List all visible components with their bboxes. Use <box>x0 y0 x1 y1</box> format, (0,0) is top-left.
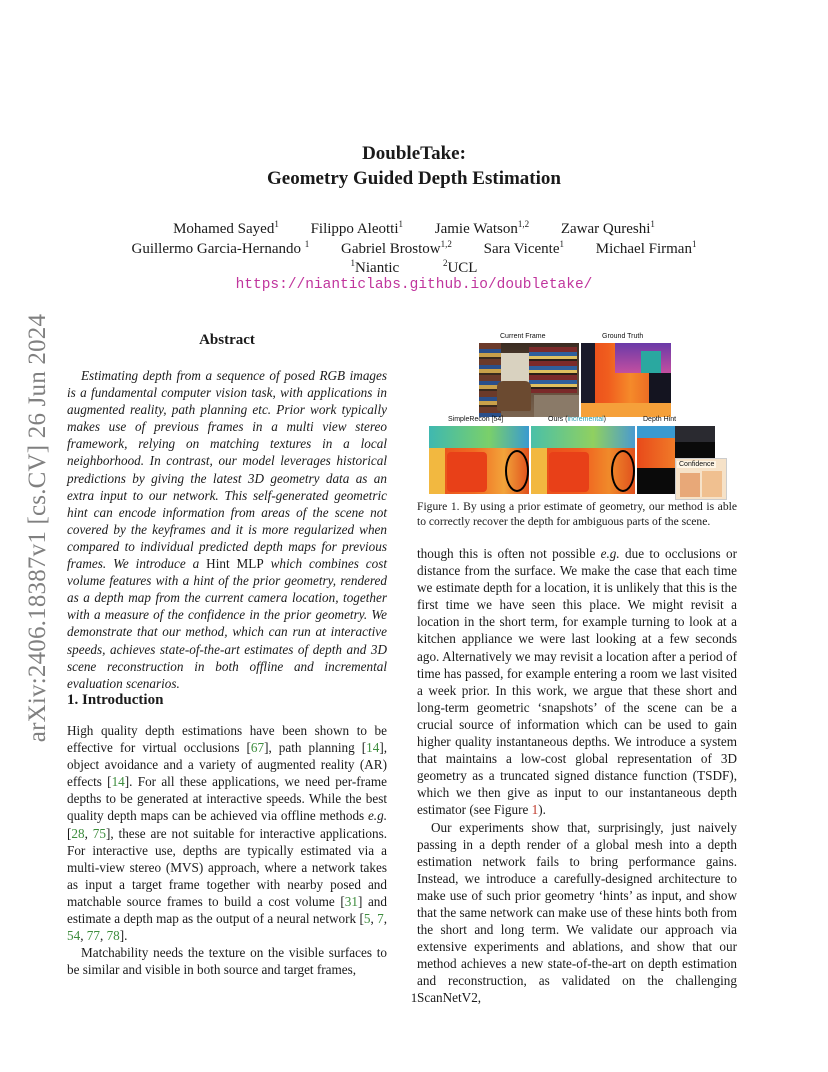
figure-reference[interactable]: 1 <box>531 802 539 818</box>
label-ground-truth: Ground Truth <box>602 333 644 340</box>
figure-1 <box>417 330 737 498</box>
author: Zawar Qureshi$^1$ <box>560 219 655 237</box>
page-number: 1 <box>410 990 418 1005</box>
ground-truth-depth-image <box>581 343 671 417</box>
author: Guillermo Garcia-Hernando $^1$ <box>131 239 310 257</box>
label-simplerecon: SimpleRecon [54] <box>448 416 504 423</box>
abstract-body: Estimating depth from a sequence of posed RGB images is a fundamental computer vision task, with applications in augmented reality, path planning etc. Prior work typically makes use of previous frames in a multi view stereo framework, relying on matching textures in a local neighborhood. In contrast, our model leverages historical predictions by giving the latest 3D geometry data as an extra input to our network. This self-generated geometric hint can encode information from areas of the scene not covered by the keyframes and it is more regularized when compared to individual predicted depth maps for previous frames. We introduce a Hint MLP which combines cost volume features with a hint of the prior geometry, rendered as a depth map from the current camera location, together with a measure of the confidence in the prior geometry. We demonstrate that our method, which can run at interactive speeds, achieves state-of-the-art estimates of depth and 3D scene reconstruction in both offline and incremental evaluation scenarios. <box>67 368 388 691</box>
citation[interactable]: 75 <box>92 825 106 841</box>
author: Mohamed Sayed$^1$ <box>173 219 279 237</box>
right-column-body: though this is often not possible e.g. due to occlusions or distance from the surface. We make the case that each time we estimate depth for a location, it is unlikely that this is the first time we have seen this place. We might revisit a location in the short term, for example turning to look at a kitchen appliance we were last looking at a few seconds ago. Alternatively we may revisit a location after a period of time has passed, for example entering a room we last visited a week prior. In this work, we argue that these short and long-term geometric ‘snapshots’ of the scene can be a crucial source of information which can be used to gain higher quality instantaneous depths. We introduce a system that maintains a low-cost global representation of 3D geometry as a truncated signed distance function (TSDF), which we then give as input to our instantaneous depth estimator (see Figure 1). Our experiments show that, surprisingly, just naively passing in a depth render of a global mesh into a depth estimation network fails to bring performance gains. Instead, we introduce a carefully-designed architecture to make use of such prior geometry ‘hints’ as input, and show that the same network can make use of these hints both from the short and long term. We validate our approach via extensive experiments and ablations, and show that our method achieves a new state-of-the-art on depth estimation and reconstruction, as validated on the challenging ScanNetV2, <box>417 546 737 1006</box>
label-confidence: Confidence <box>679 461 715 468</box>
citation[interactable]: 31 <box>344 893 358 909</box>
author: Michael Firman$^1$ <box>595 239 697 257</box>
intro-body: High quality depth estimations have been shown to be effective for virtual occlusions [67], path planning [14], object avoidance and a variety of augmented reality (AR) effects [14]. For all these applications, we need per-frame depths to be generated at interactive speeds. While the best quality depth maps can be achieved via offline methods e.g. [28, 75], these are not suitable for interactive applications. For interactive use, depths are typically estimated via a multi-view stereo (MVS) approach, where a network takes as input a target frame together with nearby posed and matchable source frames to build a cost volume [31] and estimate a depth map as the output of a neural network [5, 7, 54, 77, 78]. Matchability needs the texture on the visible surfaces to be similar and visible in both source and target frames, <box>67 723 388 978</box>
author: Gabriel Brostow$^{1,2}$ <box>341 239 452 257</box>
author: Sara Vicente$^1$ <box>483 239 564 257</box>
author: Jamie Watson$^{1,2}$ <box>434 219 530 237</box>
current-frame-image <box>479 343 579 417</box>
authors-row-2 <box>40 239 788 259</box>
citation[interactable]: 78 <box>106 928 120 944</box>
citation[interactable]: 77 <box>86 928 100 944</box>
abstract-heading: Abstract <box>199 332 255 348</box>
affiliations <box>40 258 788 278</box>
arxiv-stamp: arXiv:2406.18387v1 [cs.CV] 26 Jun 2024 <box>24 313 51 743</box>
citation[interactable]: 14 <box>366 740 380 756</box>
citation[interactable]: 67 <box>250 740 265 756</box>
hint-mlp-term: Hint MLP <box>206 556 264 572</box>
citation[interactable]: 14 <box>111 774 125 790</box>
intro-heading: 1. Introduction <box>67 692 164 708</box>
author: Filippo Aleotti$^1$ <box>310 219 404 237</box>
figure-1-caption: Figure 1. By using a prior estimate of geometry, our method is able to correctly recover the depth for ambiguous parts of the scene. <box>417 500 737 528</box>
paper-title-line2: Geometry Guided Depth Estimation <box>267 168 561 189</box>
affiliation: $^1$Niantic <box>350 258 400 276</box>
citation[interactable]: 28 <box>71 825 85 841</box>
citation[interactable]: 7 <box>377 911 384 927</box>
label-ours: Ours (incremental) <box>548 416 606 423</box>
citation[interactable]: 54 <box>67 928 81 944</box>
paper-title-line1: DoubleTake: <box>362 143 466 164</box>
label-current-frame: Current Frame <box>500 333 546 340</box>
project-url[interactable]: https://nianticlabs.github.io/doubletake/ <box>235 277 593 293</box>
authors-row-1 <box>40 219 788 239</box>
simplerecon-depth-image <box>429 426 529 494</box>
affiliation: $^2$UCL <box>442 258 478 276</box>
ours-depth-image <box>531 426 635 494</box>
citation[interactable]: 5 <box>363 911 371 927</box>
label-depth-hint: Depth Hint <box>643 416 677 423</box>
